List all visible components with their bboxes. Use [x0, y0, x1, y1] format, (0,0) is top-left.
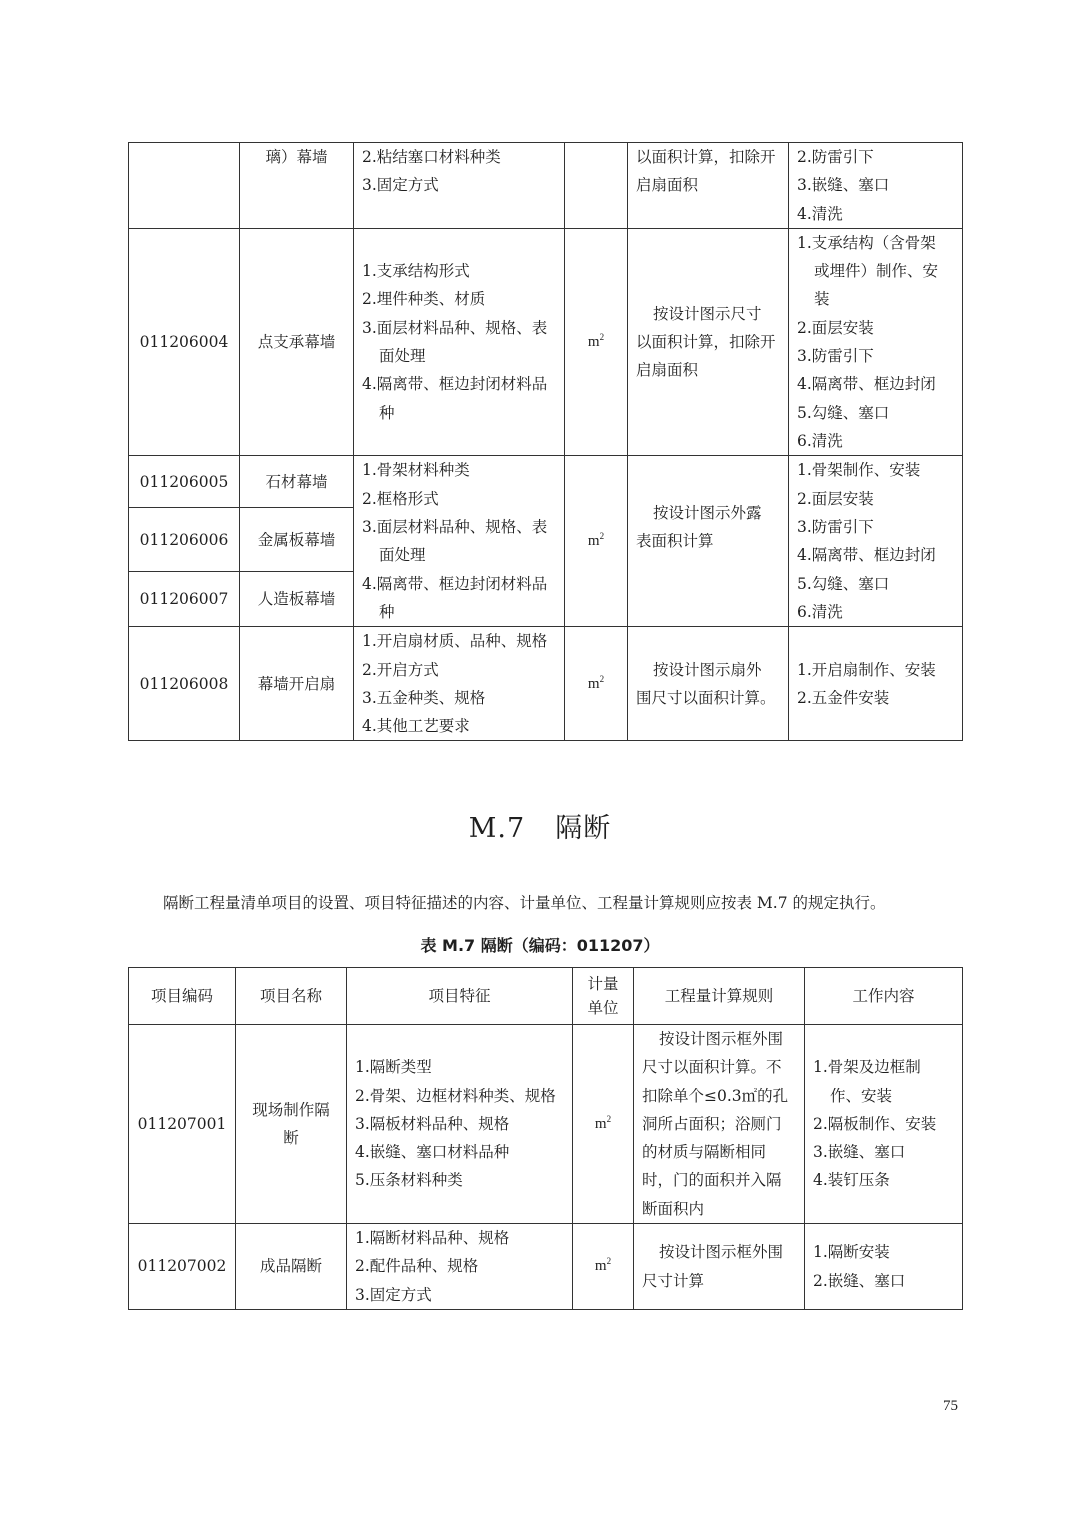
item-unit-cell: $m^2$: [565, 228, 628, 455]
item-code-cell: 011206004: [129, 228, 240, 455]
item-name-cell: 现场制作隔 断: [236, 1025, 347, 1224]
item-features-cell: 1.隔断材料品种、规格 2.配件品种、规格 3.固定方式: [347, 1224, 573, 1310]
item-work-cell: 1.骨架及边框制 作、安装 2.隔板制作、安装 3.嵌缝、塞口 4.装钉压条: [805, 1025, 963, 1224]
item-name-cell: 幕墙开启扇: [240, 627, 354, 741]
item-features-cell: 1.骨架材料种类 2.框格形式 3.面层材料品种、规格、表 面处理 4.隔离带、框边封闭材料品 种: [354, 456, 565, 627]
page-number: 75: [943, 1398, 958, 1414]
item-rule-cell: 按设计图示扇外 围尺寸以面积计算。: [628, 627, 789, 741]
item-work-cell: 1.隔断安装 2.嵌缝、塞口: [805, 1224, 963, 1310]
header-rule: 工程量计算规则: [634, 968, 805, 1025]
item-code-cell: [129, 143, 240, 229]
item-code-cell: 011206007: [129, 572, 240, 627]
item-features-cell: 1.隔断类型 2.骨架、边框材料种类、规格 3.隔板材料品种、规格 4.嵌缝、塞口材料品种 5.压条材料种类: [347, 1025, 573, 1224]
header-unit: 计量 单位: [573, 968, 634, 1025]
section-heading: 隔断: [555, 813, 612, 844]
item-work-cell: 1.支承结构（含骨架 或埋件）制作、安 装 2.面层安装 3.防雷引下 4.隔离带、框边封闭 5.勾缝、塞口 6.清洗: [789, 228, 963, 455]
header-name: 项目名称: [236, 968, 347, 1025]
item-rule-cell: 按设计图示尺寸 以面积计算，扣除开 启扇面积: [628, 228, 789, 455]
item-unit-cell: $m^2$: [565, 456, 628, 627]
item-unit-cell: $m^2$: [573, 1025, 634, 1224]
item-features-cell: 1.开启扇材质、品种、规格 2.开启方式 3.五金种类、规格 4.其他工艺要求: [354, 627, 565, 741]
item-features-cell: 2.粘结塞口材料种类 3.固定方式: [354, 143, 565, 229]
item-code-cell: 011207001: [129, 1025, 236, 1224]
item-work-cell: 1.开启扇制作、安装 2.五金件安装: [789, 627, 963, 741]
item-code-cell: 011207002: [129, 1224, 236, 1310]
item-code-cell: 011206005: [129, 456, 240, 508]
item-code-cell: 011206006: [129, 508, 240, 572]
table-row: [129, 1224, 963, 1310]
table-row: [129, 228, 963, 455]
header-features: 项目特征: [347, 968, 573, 1025]
item-work-cell: 1.骨架制作、安装 2.面层安装 3.防雷引下 4.隔离带、框边封闭 5.勾缝、塞口 6.清洗: [789, 456, 963, 627]
item-name-cell: 璃）幕墙: [240, 143, 354, 229]
item-work-cell: 2.防雷引下 3.嵌缝、塞口 4.清洗: [789, 143, 963, 229]
item-name-cell: 成品隔断: [236, 1224, 347, 1310]
item-name-cell: 金属板幕墙: [240, 508, 354, 572]
item-unit-cell: $m^2$: [565, 627, 628, 741]
item-unit-cell: [565, 143, 628, 229]
header-code: 项目编码: [129, 968, 236, 1025]
header-work: 工作内容: [805, 968, 963, 1025]
item-unit-cell: $m^2$: [573, 1224, 634, 1310]
table-row: [129, 456, 963, 508]
table-row: [129, 1025, 963, 1224]
table-row: [129, 627, 963, 741]
item-rule-cell: 以面积计算，扣除开 启扇面积: [628, 143, 789, 229]
table-caption: 表 M.7 隔断（编码：011207）: [420, 936, 660, 955]
intro-paragraph: 隔断工程量清单项目的设置、项目特征描述的内容、计量单位、工程量计算规则应按表 M.7 的规定执行。: [163, 894, 886, 912]
partition-table: [128, 967, 963, 1310]
item-features-cell: 1.支承结构形式 2.埋件种类、材质 3.面层材料品种、规格、表 面处理 4.隔离带、框边封闭材料品 种: [354, 228, 565, 455]
item-name-cell: 石材幕墙: [240, 456, 354, 508]
table-header-row: [129, 968, 963, 1025]
item-name-cell: 点支承幕墙: [240, 228, 354, 455]
item-rule-cell: 按设计图示框外围 尺寸计算: [634, 1224, 805, 1310]
item-name-cell: 人造板幕墙: [240, 572, 354, 627]
item-rule-cell: 按设计图示框外围 尺寸以面积计算。不 扣除单个≤0.3㎡的孔 洞所占面积；浴厕门 的材质与隔断相同 时，门的面积并入隔 断面积内: [634, 1025, 805, 1224]
section-title: [0, 806, 1080, 845]
item-code-cell: 011206008: [129, 627, 240, 741]
curtain-wall-table: [128, 142, 963, 741]
table-row: [129, 143, 963, 229]
section-number: M.7: [468, 813, 526, 844]
item-rule-cell: 按设计图示外露 表面积计算: [628, 456, 789, 627]
